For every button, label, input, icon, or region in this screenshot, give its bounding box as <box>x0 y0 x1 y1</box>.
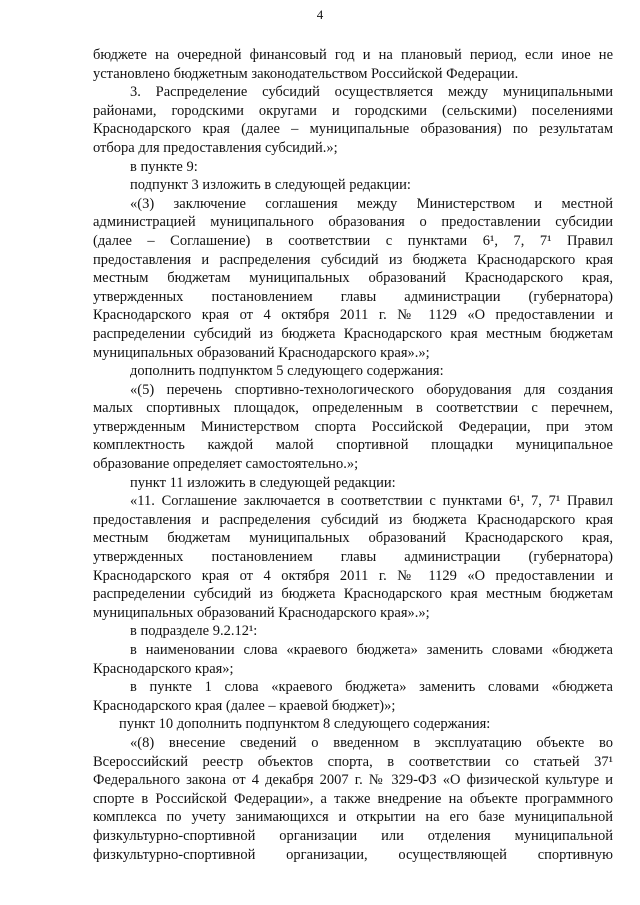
text-line: спорте в Российской Федерации», а также внедрение на объекте программного <box>93 790 613 807</box>
text-line: комплекса по учету занимающихся и открытии на его базе муниципальной <box>93 809 613 826</box>
text-line: Краснодарского края (далее – муниципальные образования) по результатам <box>93 121 613 138</box>
text-line: утвержденных постановлением главы администрации (губернатора) <box>93 288 613 305</box>
text-line: «(8) внесение сведений о введенном в эксплуатацию объекте во <box>130 734 613 751</box>
text-line: распределении субсидий из бюджета Краснодарского края местным бюджетам <box>93 586 613 603</box>
text-line: 3. Распределение субсидий осуществляется между муниципальными <box>130 84 613 101</box>
text-line: предоставления и распределения субсидий из бюджета Краснодарского края <box>93 511 613 528</box>
text-line: в наименовании слова «краевого бюджета» заменить словами «бюджета <box>130 642 613 658</box>
text-line: утвержденных постановлением главы администрации (губернатора) <box>93 549 613 566</box>
text-line: Краснодарского края»; <box>93 660 234 677</box>
text-line: (далее – Соглашение) в соответствии с пунктами 6¹, 7, 7¹ Правил <box>93 232 613 249</box>
text-line: установлено бюджетным законодательством Российской Федерации. <box>93 65 519 82</box>
text-line: в пункте 1 слова «краевого бюджета» заменить словами «бюджета <box>130 679 613 696</box>
text-line: Краснодарского края (далее – краевой бюджет)»; <box>93 697 396 714</box>
text-line: «(3) заключение соглашения между Министерством и местной <box>130 195 613 212</box>
text-line: муниципальных образований Краснодарского края».»; <box>93 344 430 361</box>
text-line: подпункт 3 изложить в следующей редакции: <box>130 177 411 194</box>
text-line: комплектность каждой малой спортивной площадки муниципальное <box>93 437 613 454</box>
text-line: физкультурно-спортивной организации, осуществляющей спортивную <box>93 846 613 863</box>
text-line: утвержденным Министерством спорта Российской Федерации, при этом <box>93 418 613 435</box>
text-line: районами, городскими округами и городскими (сельскими) поселениями <box>93 102 613 119</box>
page-number: 4 <box>316 7 324 22</box>
text-line: пункт 11 изложить в следующей редакции: <box>130 474 396 491</box>
text-line: малых спортивных площадок, определенным в соответствии с перечнем, <box>93 400 613 417</box>
text-line: отбора для предоставления субсидий.»; <box>93 139 338 156</box>
text-line: местным бюджетам муниципальных образований Краснодарского края, <box>93 530 613 547</box>
text-line: «(5) перечень спортивно-технологического оборудования для создания <box>130 381 613 398</box>
text-line: местным бюджетам муниципальных образований Краснодарского края, <box>93 270 613 287</box>
text-line: физкультурно-спортивной организации или отделения муниципальной <box>93 827 613 844</box>
text-line: Краснодарского края от 4 октября 2011 г. № 1129 «О предоставлении и <box>93 567 613 584</box>
text-line: бюджете на очередной финансовый год и на плановый период, если иное не <box>93 47 613 63</box>
text-line: распределении субсидий из бюджета Краснодарского края местным бюджетам <box>93 325 613 342</box>
text-line: в подразделе 9.2.12¹: <box>130 623 258 640</box>
text-line: Краснодарского края от 4 октября 2011 г. № 1129 «О предоставлении и <box>93 307 613 324</box>
text-line: «11. Соглашение заключается в соответствии с пунктами 6¹, 7, 7¹ Правил <box>130 493 613 510</box>
text-line: дополнить подпунктом 5 следующего содержания: <box>130 363 444 380</box>
text-line: Федерального закона от 4 декабря 2007 г. № 329-ФЗ «О физической культуре и <box>93 772 613 789</box>
text-line: пункт 10 дополнить подпунктом 8 следующего содержания: <box>119 716 491 733</box>
text-line: предоставления и распределения субсидий из бюджета Краснодарского края <box>93 251 613 268</box>
text-line: Всероссийский реестр объектов спорта, в соответствии со статьей 37¹ <box>93 753 613 770</box>
text-line: администрацией муниципального образования о предоставлении субсидии <box>93 214 613 231</box>
text-line: образование определяет самостоятельно.»; <box>93 456 359 473</box>
document-body <box>93 46 613 864</box>
text-line: муниципальных образований Краснодарского края».»; <box>93 604 430 621</box>
text-line: в пункте 9: <box>130 158 198 175</box>
